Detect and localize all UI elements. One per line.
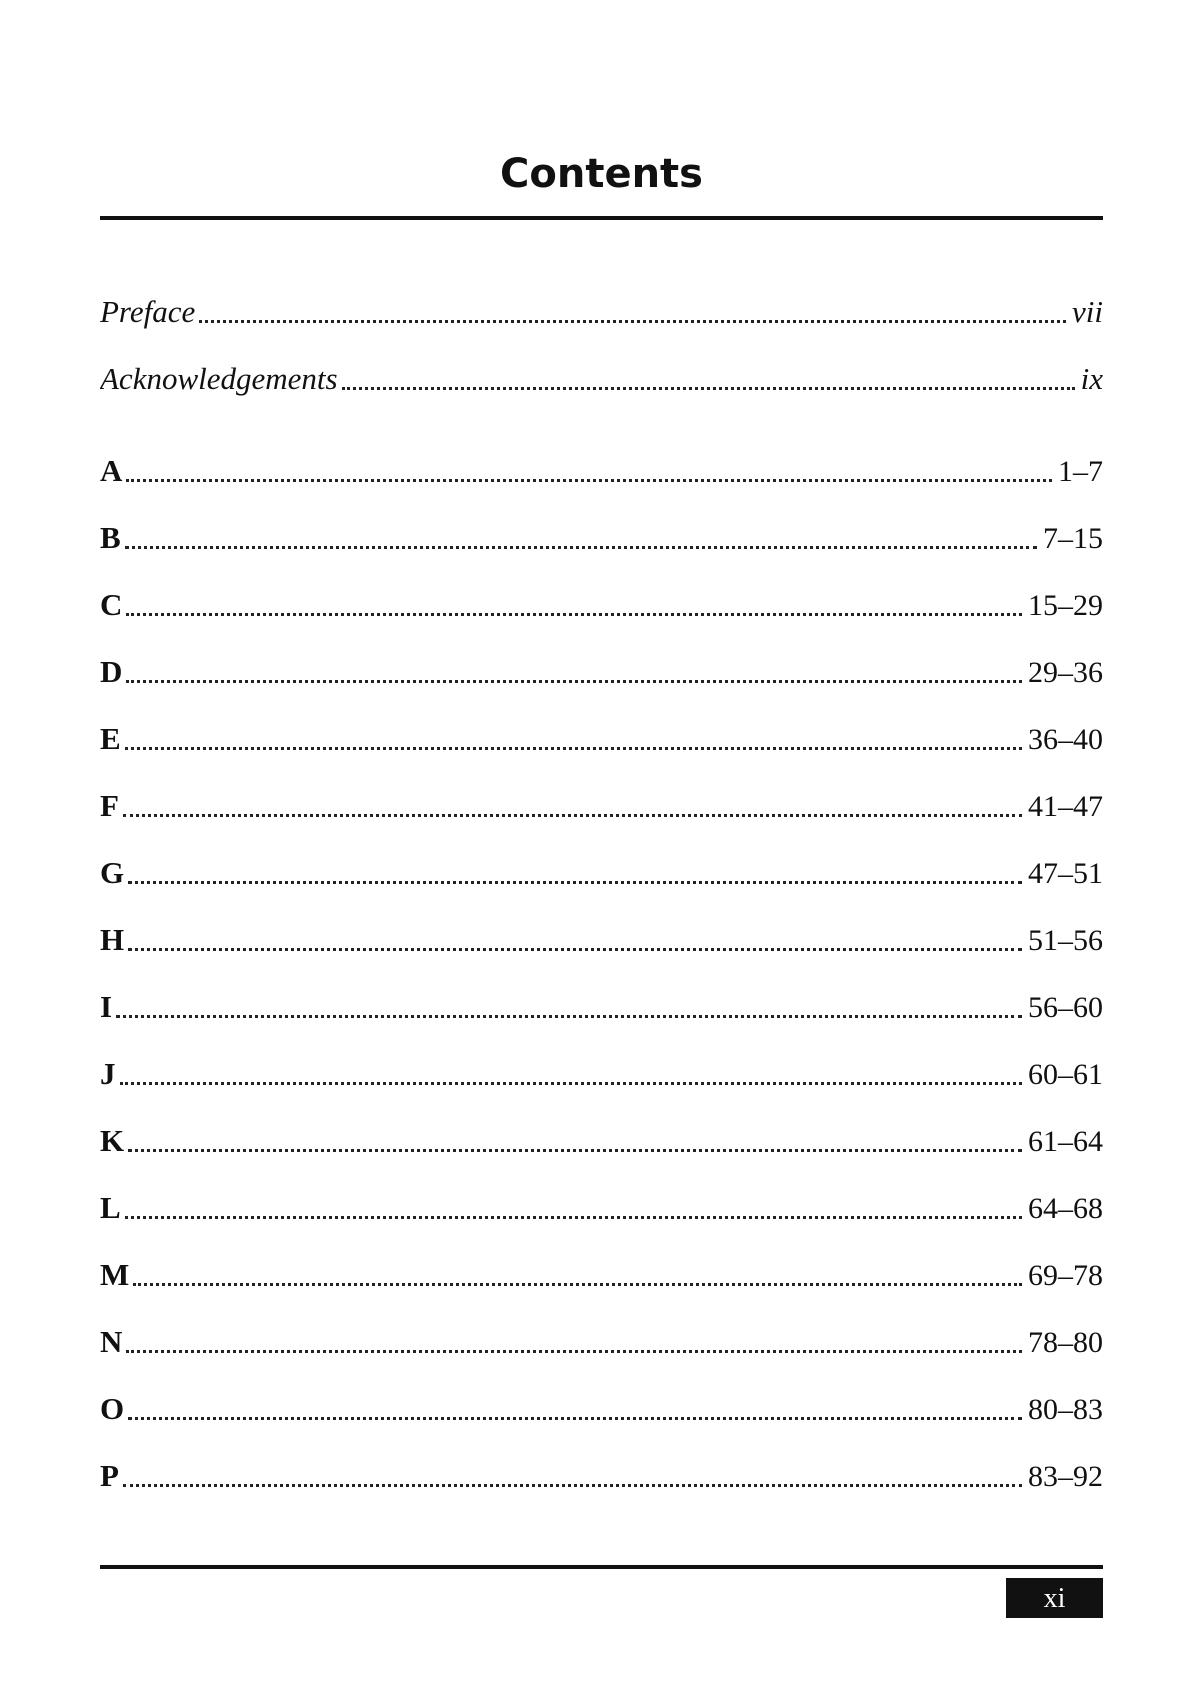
toc-entry-label: Preface bbox=[100, 294, 196, 329]
toc-entry-n[interactable] bbox=[100, 1320, 1103, 1364]
page-number-badge: xi bbox=[1006, 1578, 1103, 1618]
dot-leader bbox=[125, 1186, 1022, 1230]
dot-leader bbox=[126, 1320, 1022, 1364]
toc-entry-page: 83–92 bbox=[1028, 1460, 1103, 1493]
dot-leader bbox=[128, 1119, 1022, 1163]
toc-entry-label: P bbox=[100, 1458, 119, 1493]
toc-entry-page: 7–15 bbox=[1043, 522, 1103, 555]
toc-entry-acknowledgements[interactable] bbox=[100, 357, 1103, 401]
toc-entry-a[interactable] bbox=[100, 449, 1103, 493]
dot-leader bbox=[123, 1454, 1022, 1498]
toc-entry-label: L bbox=[100, 1190, 121, 1225]
dot-leader bbox=[342, 357, 1075, 401]
dot-leader bbox=[125, 516, 1037, 560]
toc-entry-b[interactable] bbox=[100, 516, 1103, 560]
toc-entry-label: C bbox=[100, 587, 123, 622]
toc-entry-label: H bbox=[100, 922, 125, 957]
dot-leader bbox=[126, 583, 1022, 627]
toc-entry-g[interactable] bbox=[100, 851, 1103, 895]
page-title: Contents bbox=[500, 151, 703, 197]
toc-entry-page: 36–40 bbox=[1028, 723, 1103, 756]
dot-leader bbox=[120, 1052, 1023, 1096]
toc-entry-p[interactable] bbox=[100, 1454, 1103, 1498]
toc-entry-label: M bbox=[100, 1257, 130, 1292]
toc-entry-m[interactable] bbox=[100, 1253, 1103, 1297]
dot-leader bbox=[126, 449, 1052, 493]
toc-entry-label: O bbox=[100, 1391, 125, 1426]
toc-entry-c[interactable] bbox=[100, 583, 1103, 627]
toc-entry-label: K bbox=[100, 1123, 125, 1158]
toc-entry-d[interactable] bbox=[100, 650, 1103, 694]
header-rule bbox=[100, 216, 1103, 220]
toc-entry-page: 60–61 bbox=[1028, 1058, 1103, 1091]
toc-entry-page: 1–7 bbox=[1058, 455, 1103, 488]
toc-entry-label: Acknowledgements bbox=[100, 361, 338, 396]
dot-leader bbox=[128, 1387, 1022, 1431]
toc-entry-page: ix bbox=[1080, 361, 1103, 396]
toc-entry-page: 64–68 bbox=[1028, 1192, 1103, 1225]
toc-entry-page: 51–56 bbox=[1028, 924, 1103, 957]
toc-entry-preface[interactable] bbox=[100, 290, 1103, 334]
dot-leader bbox=[126, 650, 1022, 694]
toc-entry-label: A bbox=[100, 453, 123, 488]
toc-entry-page: 78–80 bbox=[1028, 1326, 1103, 1359]
toc-entry-page: 56–60 bbox=[1028, 991, 1103, 1024]
toc-entry-page: 15–29 bbox=[1028, 589, 1103, 622]
toc-entry-page: 41–47 bbox=[1028, 790, 1103, 823]
dot-leader bbox=[116, 985, 1022, 1029]
toc-entry-label: E bbox=[100, 721, 121, 756]
toc-entry-label: F bbox=[100, 788, 119, 823]
toc-entry-label: G bbox=[100, 855, 125, 890]
toc-entry-i[interactable] bbox=[100, 985, 1103, 1029]
toc-entry-h[interactable] bbox=[100, 918, 1103, 962]
toc-entry-label: J bbox=[100, 1056, 116, 1091]
footer-rule bbox=[100, 1565, 1103, 1569]
toc-entry-page: vii bbox=[1072, 294, 1103, 329]
toc-entry-f[interactable] bbox=[100, 784, 1103, 828]
dot-leader bbox=[133, 1253, 1022, 1297]
dot-leader bbox=[128, 918, 1022, 962]
toc-entry-k[interactable] bbox=[100, 1119, 1103, 1163]
dot-leader bbox=[199, 290, 1066, 334]
dot-leader bbox=[128, 851, 1022, 895]
toc-entry-page: 47–51 bbox=[1028, 857, 1103, 890]
dot-leader bbox=[123, 784, 1022, 828]
toc-entry-e[interactable] bbox=[100, 717, 1103, 761]
toc-entry-page: 61–64 bbox=[1028, 1125, 1103, 1158]
toc-entry-l[interactable] bbox=[100, 1186, 1103, 1230]
toc-entry-j[interactable] bbox=[100, 1052, 1103, 1096]
toc-entry-page: 80–83 bbox=[1028, 1393, 1103, 1426]
toc-entry-page: 69–78 bbox=[1028, 1259, 1103, 1292]
dot-leader bbox=[125, 717, 1022, 761]
toc-entry-label: N bbox=[100, 1324, 123, 1359]
toc-entry-o[interactable] bbox=[100, 1387, 1103, 1431]
toc-entry-label: I bbox=[100, 989, 113, 1024]
toc-entry-label: B bbox=[100, 520, 121, 555]
toc-entry-label: D bbox=[100, 654, 123, 689]
toc-entry-page: 29–36 bbox=[1028, 656, 1103, 689]
